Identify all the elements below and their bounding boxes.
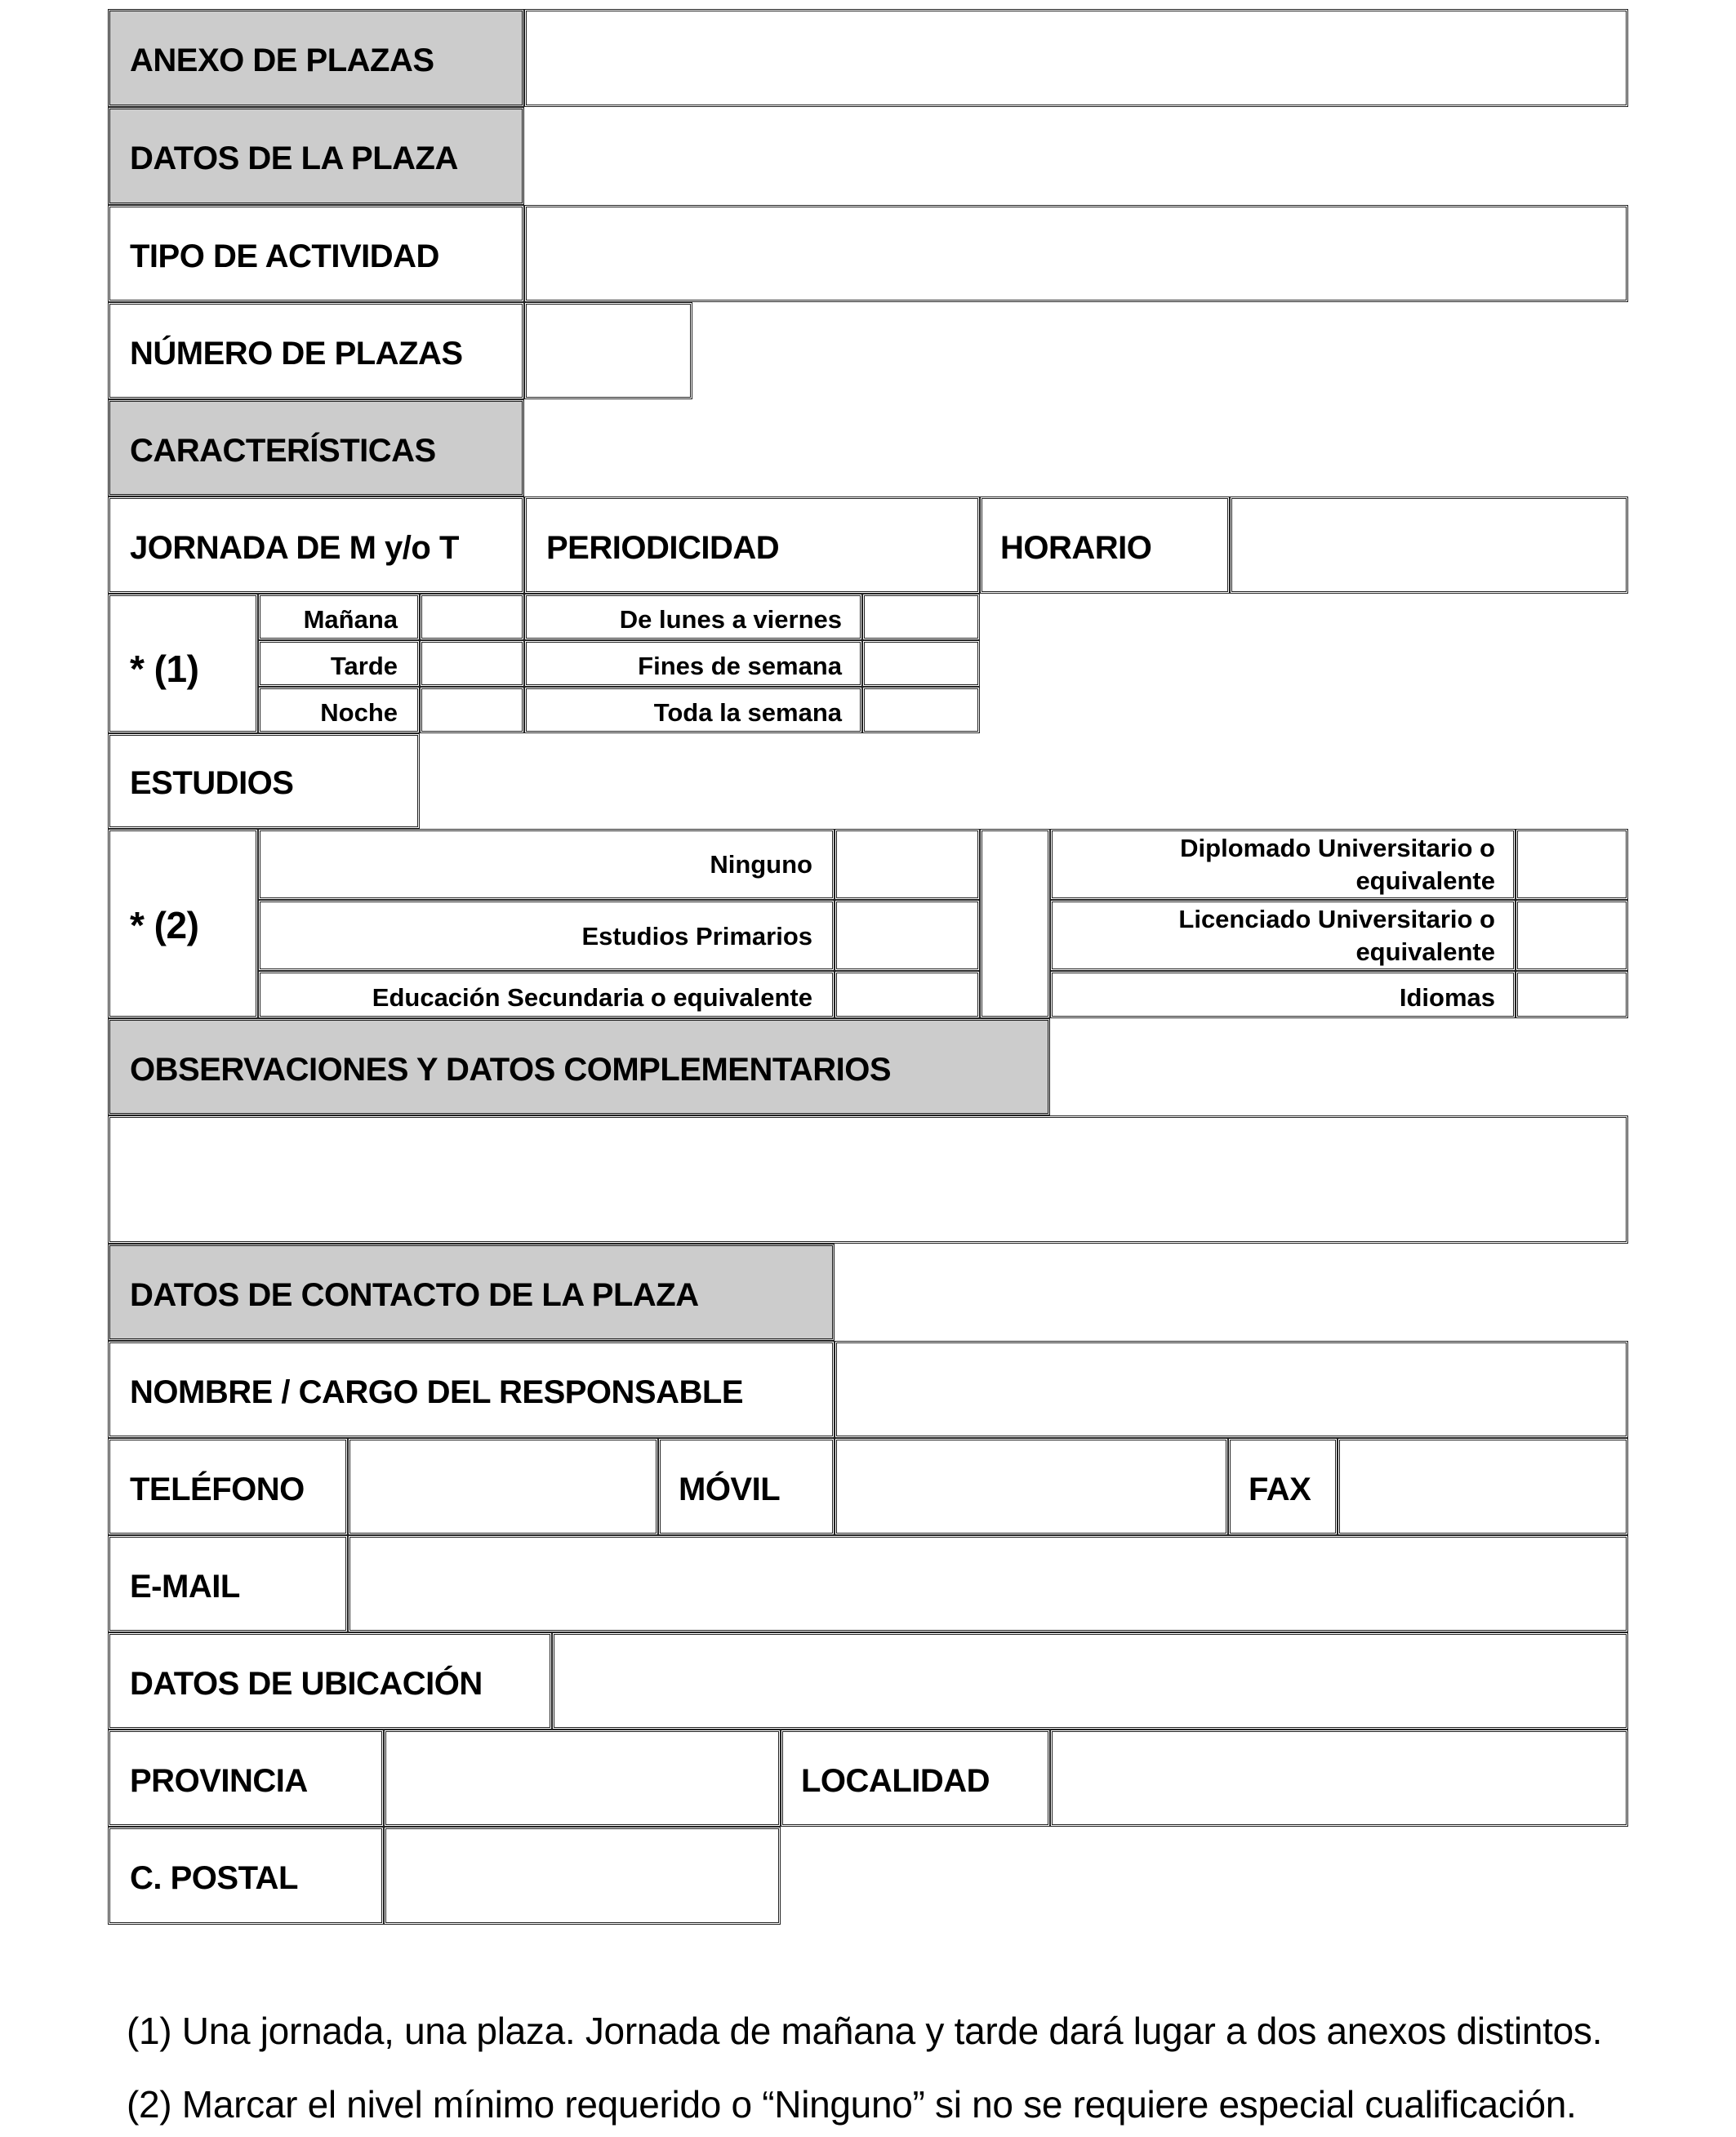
provincia-field[interactable] bbox=[384, 1730, 781, 1827]
ref1-cell bbox=[108, 594, 258, 733]
lunes-viernes-label: De lunes a viernes bbox=[619, 605, 842, 634]
movil-label: MÓVIL bbox=[679, 1471, 781, 1507]
tipo-actividad-label: TIPO DE ACTIVIDAD bbox=[130, 238, 439, 274]
ninguno-label-cell bbox=[258, 829, 835, 900]
ref2-label: * (2) bbox=[130, 904, 199, 946]
jornada-label: JORNADA DE M y/o T bbox=[130, 530, 459, 566]
observaciones-header bbox=[108, 1018, 1050, 1115]
diplomado-label-cell bbox=[1050, 829, 1516, 900]
caracteristicas-label: CARACTERÍSTICAS bbox=[130, 433, 436, 469]
ubicacion-field[interactable] bbox=[552, 1632, 1628, 1730]
horario-field[interactable] bbox=[1230, 496, 1628, 594]
fax-label: FAX bbox=[1249, 1471, 1311, 1507]
postal-field[interactable] bbox=[384, 1827, 781, 1925]
responsable-label: NOMBRE / CARGO DEL RESPONSABLE bbox=[130, 1374, 743, 1410]
ubicacion-label-cell bbox=[108, 1632, 552, 1730]
numero-plazas-label-cell bbox=[108, 302, 524, 399]
toda-semana-checkbox[interactable] bbox=[862, 687, 980, 733]
noche-label-cell bbox=[258, 687, 420, 733]
manana-label: Mañana bbox=[303, 605, 398, 634]
anexo-field[interactable] bbox=[524, 9, 1628, 107]
fines-semana-checkbox[interactable] bbox=[862, 640, 980, 687]
ninguno-label: Ninguno bbox=[710, 850, 812, 879]
postal-label-cell bbox=[108, 1827, 384, 1925]
caracteristicas-header bbox=[108, 399, 524, 496]
toda-semana-label-cell bbox=[524, 687, 862, 733]
primarios-label: Estudios Primarios bbox=[581, 922, 812, 951]
lunes-viernes-checkbox[interactable] bbox=[862, 594, 980, 640]
toda-semana-label: Toda la semana bbox=[653, 698, 842, 727]
diplomado-label-line1: Diplomado Universitario o bbox=[1180, 834, 1495, 862]
estudios-separator-cell bbox=[980, 829, 1050, 1018]
lunes-viernes-label-cell bbox=[524, 594, 862, 640]
movil-field[interactable] bbox=[835, 1438, 1228, 1535]
observaciones-label: OBSERVACIONES Y DATOS COMPLEMENTARIOS bbox=[130, 1052, 892, 1088]
datos-plaza-header bbox=[108, 107, 524, 205]
ref2-cell bbox=[108, 829, 258, 1018]
telefono-label: TELÉFONO bbox=[130, 1471, 305, 1507]
fax-field[interactable] bbox=[1338, 1438, 1628, 1535]
fines-semana-label-cell bbox=[524, 640, 862, 687]
horario-label-cell bbox=[980, 496, 1230, 594]
localidad-label: LOCALIDAD bbox=[801, 1763, 990, 1799]
manana-checkbox[interactable] bbox=[420, 594, 524, 640]
estudios-label: ESTUDIOS bbox=[130, 765, 294, 801]
estudios-label-cell bbox=[108, 733, 420, 829]
anexo-label-cell bbox=[108, 9, 524, 107]
telefono-label-cell bbox=[108, 1438, 348, 1535]
email-label-cell bbox=[108, 1535, 348, 1632]
contacto-label: DATOS DE CONTACTO DE LA PLAZA bbox=[130, 1277, 699, 1313]
tarde-label-cell bbox=[258, 640, 420, 687]
telefono-field[interactable] bbox=[348, 1438, 658, 1535]
idiomas-label: Idiomas bbox=[1399, 983, 1495, 1012]
periodicidad-label-cell bbox=[524, 496, 980, 594]
observaciones-field[interactable] bbox=[108, 1115, 1628, 1244]
movil-label-cell bbox=[658, 1438, 835, 1535]
provincia-label: PROVINCIA bbox=[130, 1763, 308, 1799]
idiomas-checkbox[interactable] bbox=[1516, 971, 1628, 1018]
provincia-label-cell bbox=[108, 1730, 384, 1827]
licenciado-label-line2: equivalente bbox=[1355, 937, 1495, 966]
tipo-actividad-field[interactable] bbox=[524, 205, 1628, 302]
localidad-label-cell bbox=[781, 1730, 1050, 1827]
secundaria-label-cell bbox=[258, 971, 835, 1018]
diplomado-label-line2: equivalente bbox=[1355, 866, 1495, 895]
footnote-1: (1) Una jornada, una plaza. Jornada de mañana y tarde dará lugar a dos anexos distintos. bbox=[127, 2010, 1603, 2052]
tarde-checkbox[interactable] bbox=[420, 640, 524, 687]
jornada-label-cell bbox=[108, 496, 524, 594]
datos-plaza-label: DATOS DE LA PLAZA bbox=[130, 140, 458, 176]
ubicacion-label: DATOS DE UBICACIÓN bbox=[130, 1666, 483, 1702]
horario-label: HORARIO bbox=[1000, 530, 1152, 566]
secundaria-label: Educación Secundaria o equivalente bbox=[372, 983, 812, 1012]
footnote-2: (2) Marcar el nivel mínimo requerido o “Ninguno” si no se requiere especial cualificación. bbox=[127, 2083, 1577, 2126]
noche-checkbox[interactable] bbox=[420, 687, 524, 733]
manana-label-cell bbox=[258, 594, 420, 640]
email-field[interactable] bbox=[348, 1535, 1628, 1632]
localidad-field[interactable] bbox=[1050, 1730, 1628, 1827]
fax-label-cell bbox=[1228, 1438, 1338, 1535]
numero-plazas-label: NÚMERO DE PLAZAS bbox=[130, 336, 463, 372]
licenciado-checkbox[interactable] bbox=[1516, 900, 1628, 971]
noche-label: Noche bbox=[320, 698, 398, 727]
primarios-label-cell bbox=[258, 900, 835, 971]
ref1-label: * (1) bbox=[130, 648, 199, 690]
postal-label: C. POSTAL bbox=[130, 1860, 298, 1896]
responsable-field[interactable] bbox=[835, 1341, 1628, 1438]
anexo-label: ANEXO DE PLAZAS bbox=[130, 42, 434, 78]
secundaria-checkbox[interactable] bbox=[835, 971, 980, 1018]
periodicidad-label: PERIODICIDAD bbox=[546, 530, 780, 566]
fines-semana-label: Fines de semana bbox=[638, 652, 842, 680]
numero-plazas-field[interactable] bbox=[524, 302, 692, 399]
contacto-header bbox=[108, 1244, 835, 1341]
email-label: E-MAIL bbox=[130, 1569, 240, 1605]
diplomado-checkbox[interactable] bbox=[1516, 829, 1628, 900]
ninguno-checkbox[interactable] bbox=[835, 829, 980, 900]
primarios-checkbox[interactable] bbox=[835, 900, 980, 971]
tipo-actividad-label-cell bbox=[108, 205, 524, 302]
licenciado-label-cell bbox=[1050, 900, 1516, 971]
tarde-label: Tarde bbox=[330, 652, 398, 680]
responsable-label-cell bbox=[108, 1341, 835, 1438]
idiomas-label-cell bbox=[1050, 971, 1516, 1018]
licenciado-label-line1: Licenciado Universitario o bbox=[1178, 905, 1495, 933]
